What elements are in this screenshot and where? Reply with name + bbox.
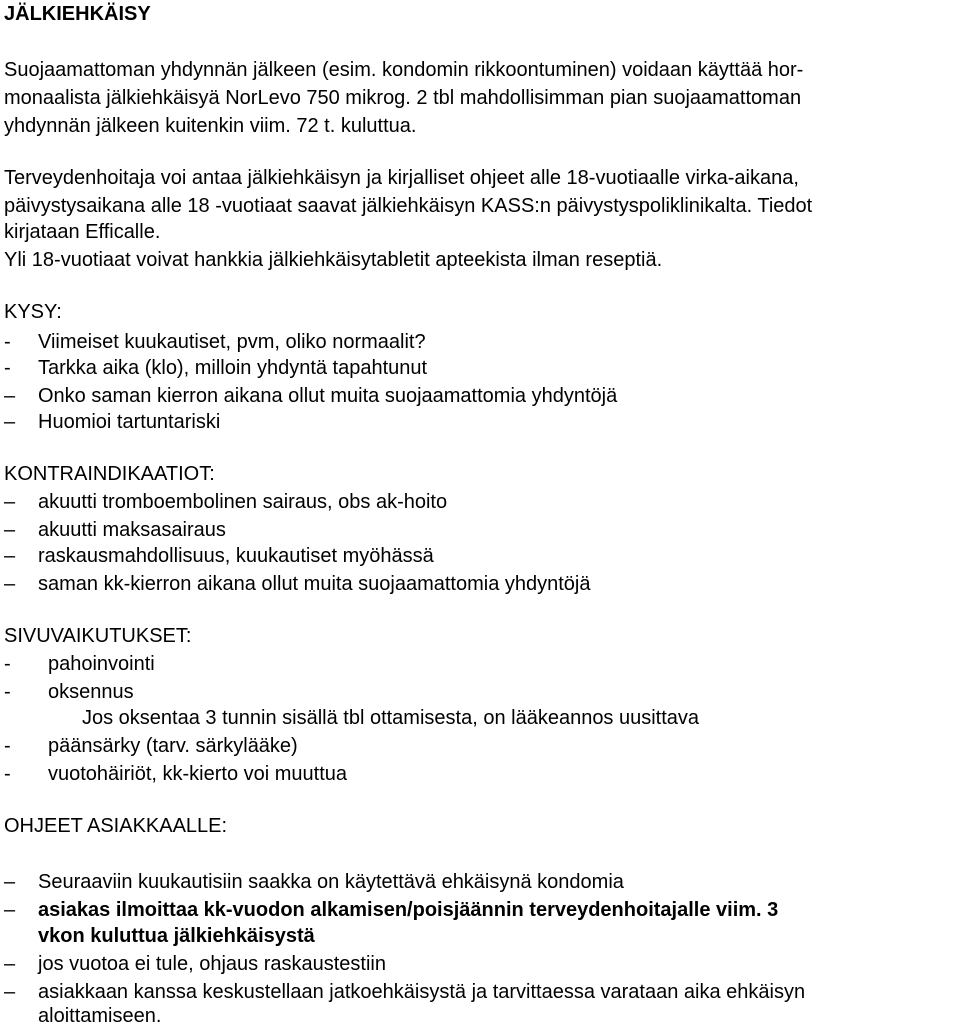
list-bullet: - bbox=[4, 681, 11, 703]
list-item: pahoinvointi bbox=[48, 653, 155, 675]
list-item: Tarkka aika (klo), milloin yhdyntä tapahtunut bbox=[38, 357, 428, 379]
section-heading: SIVUVAIKUTUKSET: bbox=[4, 625, 192, 647]
list-bullet: – bbox=[4, 953, 16, 975]
intro-line: Suojaamattoman yhdynnän jälkeen (esim. kondomin rikkoontuminen) voidaan käyttää hor- bbox=[4, 59, 804, 81]
list-item: raskausmahdollisuus, kuukautiset myöhässä bbox=[38, 545, 434, 567]
list-bullet: – bbox=[4, 981, 16, 1003]
document-title: JÄLKIEHKÄISY bbox=[4, 3, 151, 25]
list-item: Huomioi tartuntariski bbox=[38, 411, 221, 433]
paragraph-line: päivystysaikana alle 18 -vuotiaat saavat jälkiehkäisyn KASS:n päivystyspoliklinikalta. Tiedot bbox=[4, 195, 813, 217]
list-item: akuutti maksasairaus bbox=[38, 519, 226, 541]
list-item-continuation: aloittamiseen. bbox=[38, 1005, 162, 1027]
list-bullet: – bbox=[4, 491, 16, 513]
list-bullet: – bbox=[4, 545, 16, 567]
list-item: päänsärky (tarv. särkylääke) bbox=[48, 735, 298, 757]
list-bullet: – bbox=[4, 411, 16, 433]
vomiting-note: Jos oksentaa 3 tunnin sisällä tbl ottamisesta, on lääkeannos uusittava bbox=[82, 707, 700, 729]
list-bullet: – bbox=[4, 519, 16, 541]
list-bullet: - bbox=[4, 763, 11, 785]
intro-line: monaalista jälkiehkäisyä NorLevo 750 mikrog. 2 tbl mahdollisimman pian suojaamattoman bbox=[4, 87, 802, 109]
list-item: Seuraaviin kuukautisiin saakka on käytettävä ehkäisynä kondomia bbox=[38, 871, 624, 893]
list-item: asiakkaan kanssa keskustellaan jatkoehkäisystä ja tarvittaessa varataan aika ehkäisyn bbox=[38, 981, 806, 1003]
list-bullet: - bbox=[4, 653, 11, 675]
list-bullet: - bbox=[4, 357, 11, 379]
paragraph-line: Terveydenhoitaja voi antaa jälkiehkäisyn ja kirjalliset ohjeet alle 18-vuotiaalle virka-aikana, bbox=[4, 167, 799, 189]
list-bullet: – bbox=[4, 385, 16, 407]
list-item-continuation: vkon kuluttua jälkiehkäisystä bbox=[38, 925, 315, 947]
list-item: oksennus bbox=[48, 681, 134, 703]
list-item: akuutti tromboembolinen sairaus, obs ak-hoito bbox=[38, 491, 448, 513]
paragraph-line: Yli 18-vuotiaat voivat hankkia jälkiehkäisytabletit apteekista ilman reseptiä. bbox=[4, 249, 663, 271]
list-bullet: - bbox=[4, 735, 11, 757]
section-heading: OHJEET ASIAKKAALLE: bbox=[4, 815, 228, 837]
paragraph-line: kirjataan Efficalle. bbox=[4, 221, 161, 243]
list-item: Onko saman kierron aikana ollut muita suojaamattomia yhdyntöjä bbox=[38, 385, 618, 407]
list-bullet: – bbox=[4, 899, 16, 921]
list-item: asiakas ilmoittaa kk-vuodon alkamisen/poisjäännin terveydenhoitajalle viim. 3 bbox=[38, 899, 779, 921]
intro-line: yhdynnän jälkeen kuitenkin viim. 72 t. kuluttua. bbox=[4, 115, 417, 137]
list-bullet: – bbox=[4, 573, 16, 595]
list-bullet: – bbox=[4, 871, 16, 893]
section-heading: KYSY: bbox=[4, 301, 62, 323]
section-heading: KONTRAINDIKAATIOT: bbox=[4, 463, 215, 485]
list-item: vuotohäiriöt, kk-kierto voi muuttua bbox=[48, 763, 348, 785]
list-item: Viimeiset kuukautiset, pvm, oliko normaalit? bbox=[38, 331, 426, 353]
list-bullet: - bbox=[4, 331, 11, 353]
list-item: jos vuotoa ei tule, ohjaus raskaustestiin bbox=[38, 953, 386, 975]
list-item: saman kk-kierron aikana ollut muita suojaamattomia yhdyntöjä bbox=[38, 573, 591, 595]
